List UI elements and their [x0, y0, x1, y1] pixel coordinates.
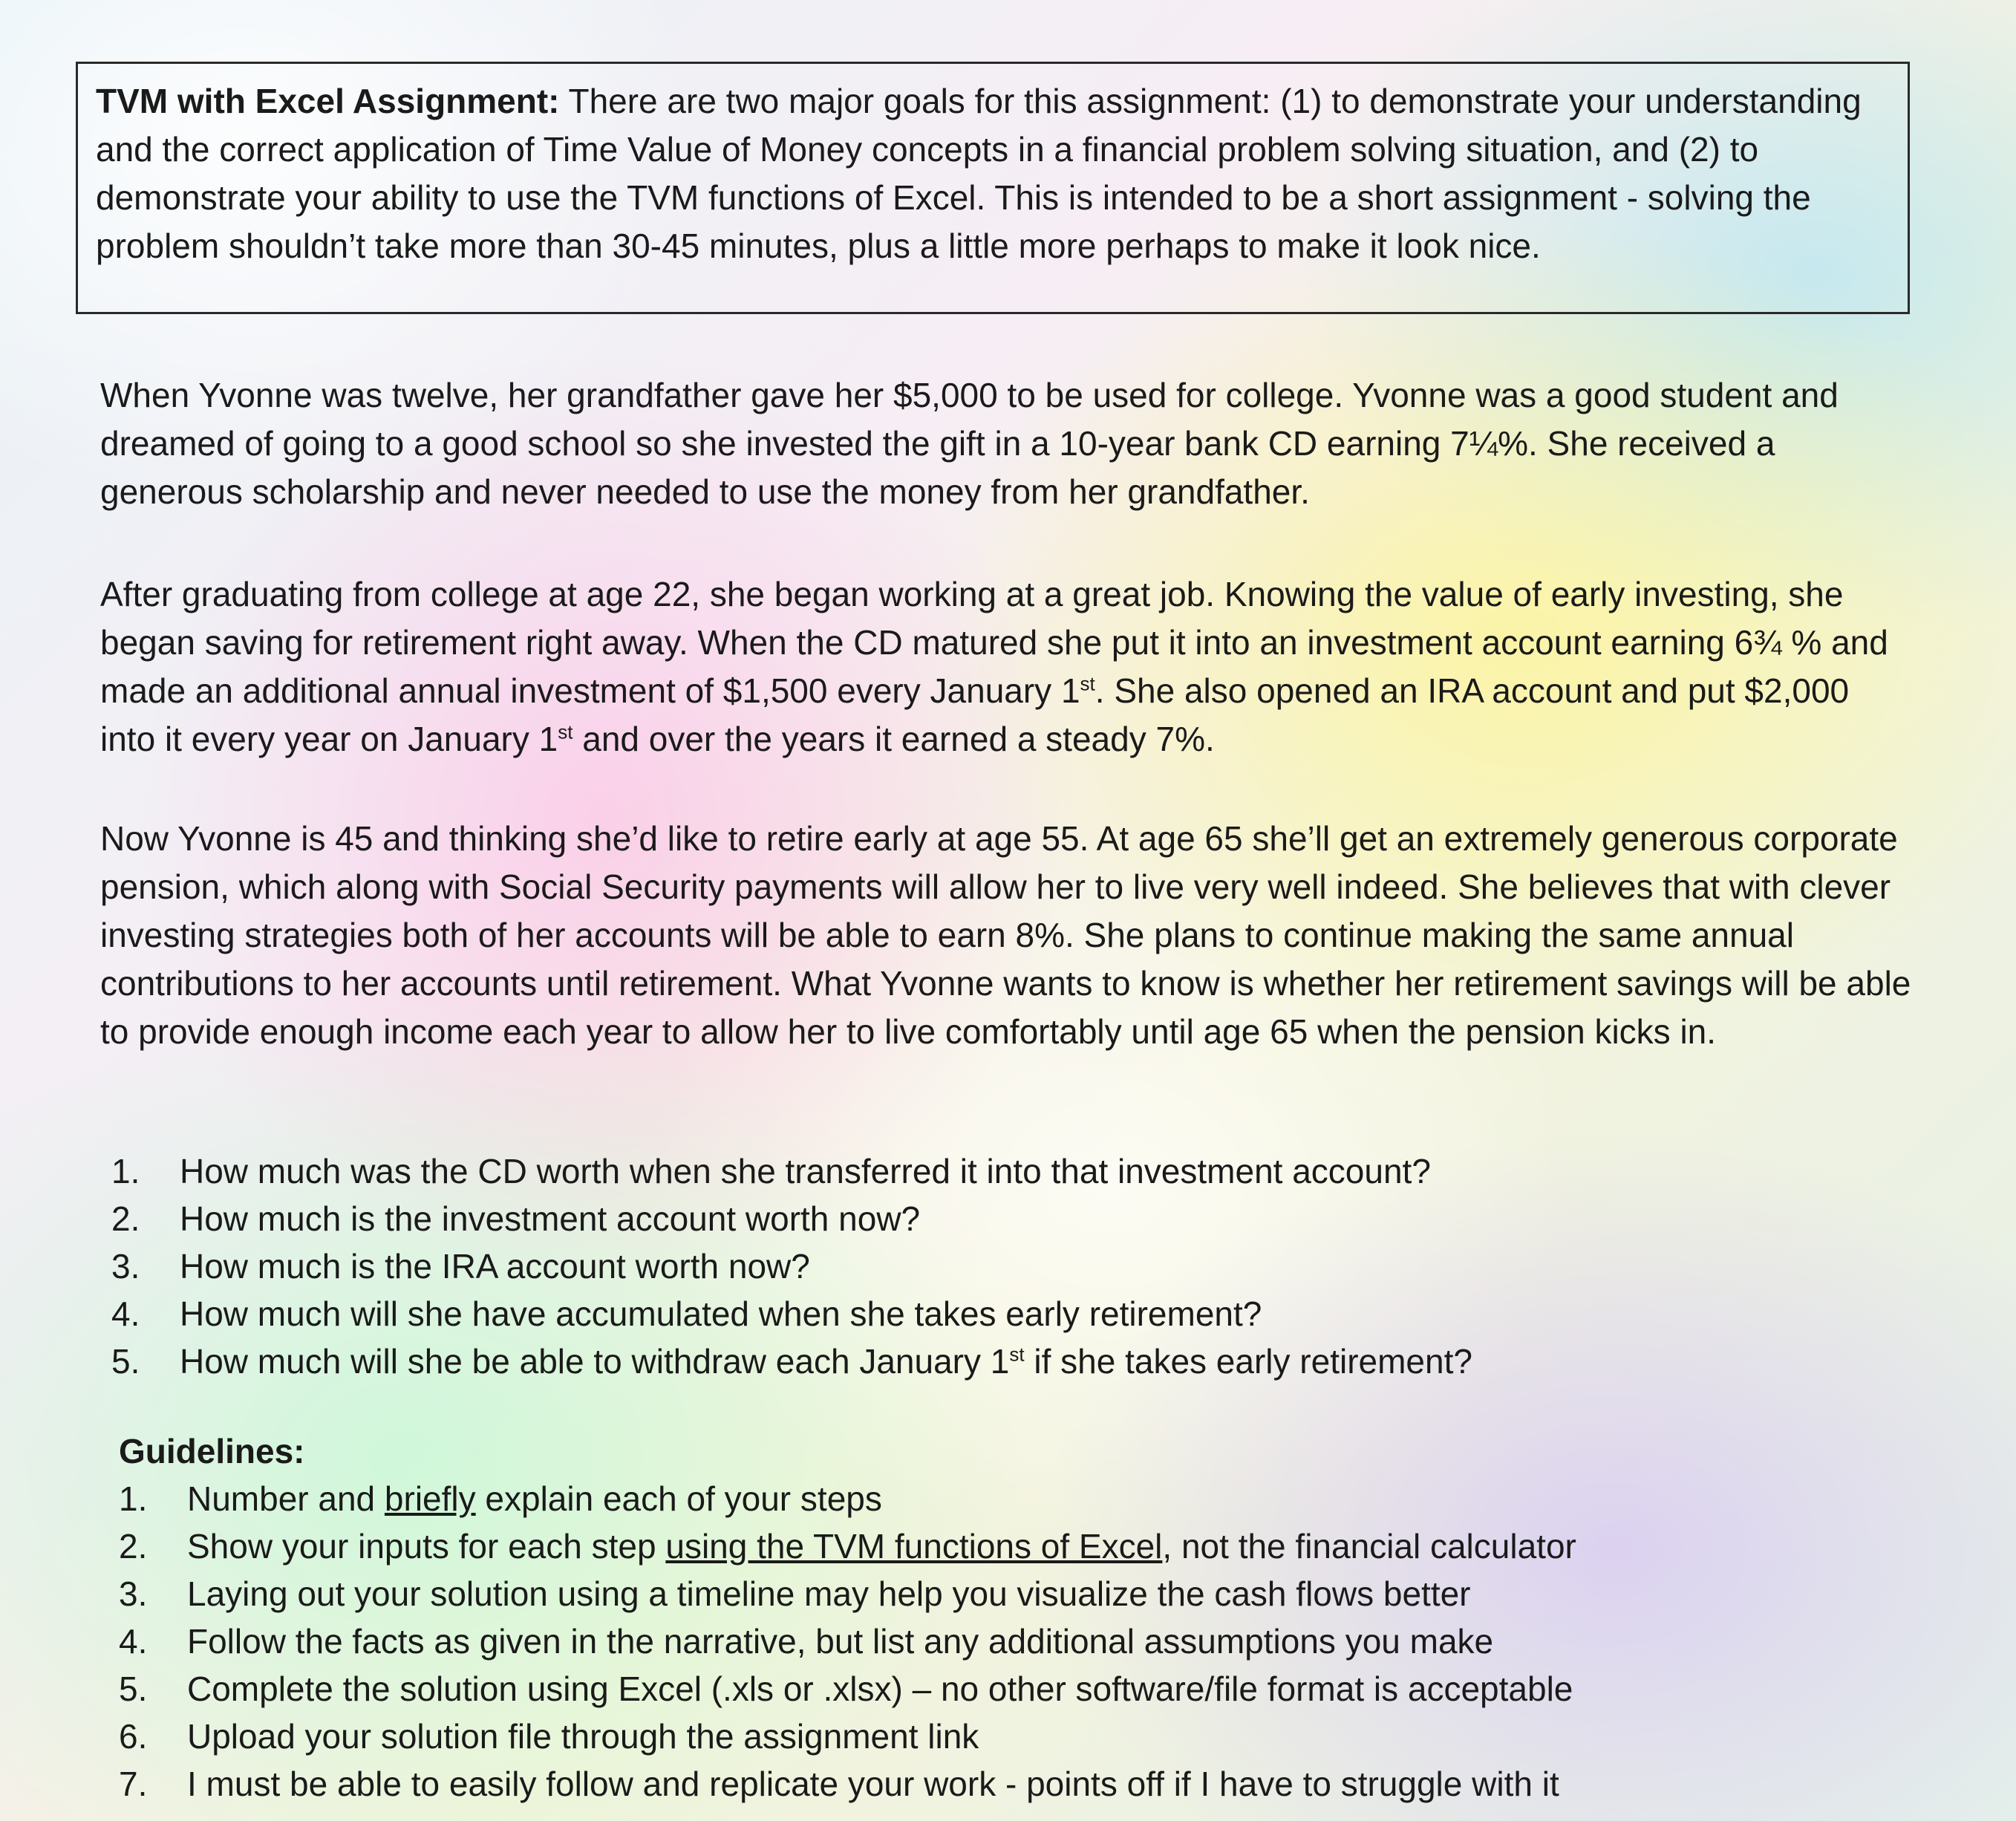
- paragraph-grandfather-gift: When Yvonne was twelve, her grandfather gave her $5,000 to be used for college. Yvonne was a good student and dreamed of going to a good school so she invested the gift in a 10-year bank CD earning 7¼%. She received a generous scholarship and never needed to use the money from her grandfather.: [100, 376, 1839, 511]
- list-number: 1.: [119, 1479, 148, 1518]
- guideline-text: Follow the facts as given in the narrative, but list any additional assumptions you make: [187, 1622, 1494, 1661]
- questions-list: [111, 1147, 1819, 1385]
- list-item: [119, 1618, 1827, 1665]
- list-number: 5.: [119, 1669, 148, 1708]
- list-number: 4.: [111, 1294, 140, 1333]
- list-number: 1.: [111, 1152, 140, 1190]
- list-number: 6.: [119, 1717, 148, 1756]
- intro-title: TVM with Excel Assignment:: [96, 82, 560, 120]
- guidelines-heading: Guidelines:: [119, 1432, 305, 1470]
- paragraph-early-investing-part-a: After graduating from college at age 22, she began working at a great job. Knowing the value of early investing, she began saving for retirement right away. When the CD matured she put it into an investment account earning 6¾ % and made an additional annual investment of $1,500 every January 1: [100, 575, 1888, 710]
- paragraph-early-investing-part-b: . She also opened an IRA account and put $2,000 into it every year on January 1: [100, 671, 1850, 758]
- superscript-st: st: [1080, 672, 1095, 695]
- guideline-text-post: explain each of your steps: [475, 1479, 882, 1518]
- question-text: How much is the IRA account worth now?: [180, 1247, 810, 1286]
- superscript-st: st: [1009, 1343, 1025, 1366]
- list-item: [119, 1665, 1827, 1713]
- list-item: [119, 1713, 1827, 1760]
- guideline-text: [187, 1522, 1576, 1570]
- guideline-text: I must be able to easily follow and replicate your work - points off if I have to struggle with it: [187, 1765, 1559, 1803]
- list-number: 5.: [111, 1342, 140, 1381]
- list-item: [111, 1242, 1819, 1290]
- guideline-text-pre: Number and: [187, 1479, 385, 1518]
- superscript-st: st: [558, 720, 573, 743]
- list-item: [119, 1570, 1827, 1618]
- list-item: [119, 1522, 1827, 1570]
- list-item: [111, 1338, 1819, 1385]
- guideline-text-pre: Show your inputs for each step: [187, 1527, 666, 1566]
- intro-text: There are two major goals for this assignment: (1) to demonstrate your understanding and the correct application of Time Value of Money concepts in a financial problem solving situation, and (2) to demonstrate your ability to use the TVM functions of Excel. This is intended to be a short assignment - solving the problem shouldn’t take more than 30-45 minutes, plus a little more perhaps to make it look nice.: [96, 82, 1862, 265]
- guidelines-list: [119, 1475, 1827, 1808]
- list-number: 3.: [119, 1574, 148, 1613]
- guideline-text-underlined: using the TVM functions of Excel: [665, 1527, 1163, 1566]
- guideline-text: [187, 1475, 882, 1522]
- list-number: 3.: [111, 1247, 140, 1286]
- question-text: How much was the CD worth when she transferred it into that investment account?: [180, 1152, 1431, 1190]
- question-text: How much will she have accumulated when she takes early retirement?: [180, 1294, 1262, 1333]
- guideline-text-post: , not the financial calculator: [1162, 1527, 1576, 1566]
- list-item: [111, 1195, 1819, 1242]
- list-item: [119, 1760, 1827, 1808]
- question-text-part-b: if she takes early retirement?: [1024, 1342, 1472, 1381]
- guideline-text: Upload your solution file through the assignment link: [187, 1717, 979, 1756]
- paragraph-retirement-plan: Now Yvonne is 45 and thinking she’d like to retire early at age 55. At age 65 she’ll get an extremely generous corporate pension, which along with Social Security payments will allow her to live very well indeed. She believes that with clever investing strategies both of her accounts will be able to earn 8%. She plans to continue making the same annual contributions to her accounts until retirement. What Yvonne wants to know is whether her retirement savings will be able to provide enough income each year to allow her to live comfortably until age 65 when the pension kicks in.: [100, 819, 1911, 1051]
- guideline-text: Laying out your solution using a timeline may help you visualize the cash flows better: [187, 1574, 1471, 1613]
- intro-box: [76, 62, 1910, 314]
- list-number: 2.: [111, 1199, 140, 1238]
- guideline-text-underlined: briefly: [384, 1479, 476, 1518]
- list-number: 4.: [119, 1622, 148, 1661]
- question-text: How much is the investment account worth now?: [180, 1199, 921, 1238]
- list-number: 2.: [119, 1527, 148, 1566]
- list-item: [119, 1475, 1827, 1522]
- list-number: 7.: [119, 1765, 148, 1803]
- guideline-text: Complete the solution using Excel (.xls or .xlsx) – no other software/file format is acceptable: [187, 1669, 1573, 1708]
- paragraph-early-investing-part-c: and over the years it earned a steady 7%.: [572, 720, 1215, 758]
- list-item: [111, 1290, 1819, 1338]
- list-item: [111, 1147, 1819, 1195]
- question-text: [180, 1338, 1472, 1385]
- paragraph-early-investing: [100, 570, 1912, 763]
- question-text-part-a: How much will she be able to withdraw each January 1: [180, 1342, 1010, 1381]
